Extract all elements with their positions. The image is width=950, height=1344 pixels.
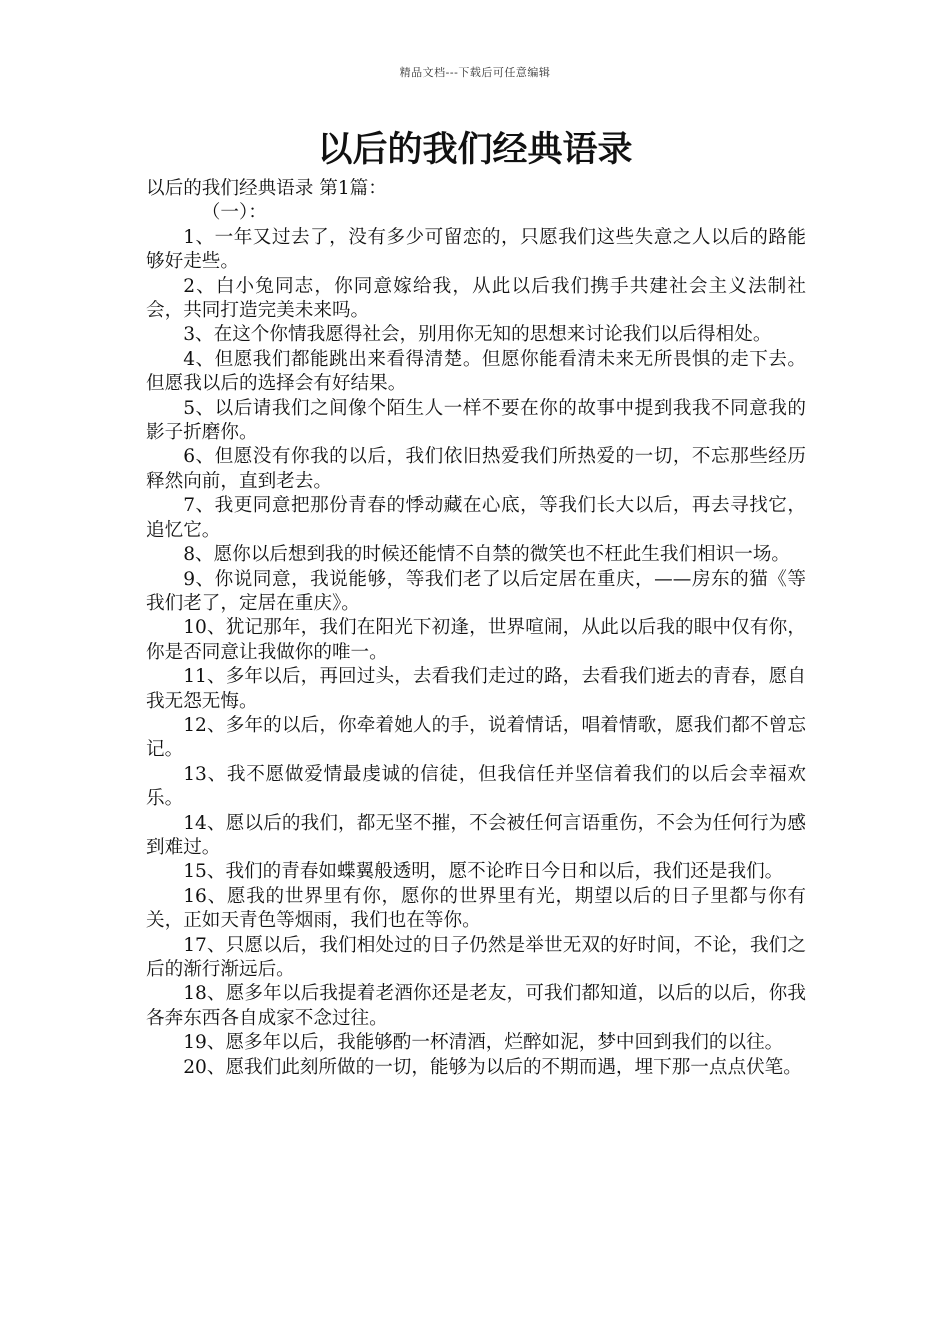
quote-item: 5、以后请我们之间像个陌生人一样不要在你的故事中提到我我不同意我的影子折磨你。 bbox=[146, 397, 806, 444]
quote-item: 16、愿我的世界里有你，愿你的世界里有光，期望以后的日子里都与你有关，正如天青色等烟雨，我们也在等你。 bbox=[146, 885, 806, 932]
quote-item: 17、只愿以后，我们相处过的日子仍然是举世无双的好时间，不论，我们之后的渐行渐远后。 bbox=[146, 934, 806, 980]
quote-item: 19、愿多年以后，我能够酌一杯清酒，烂醉如泥，梦中回到我们的以往。 bbox=[183, 1032, 784, 1054]
quote-item: 7、我更同意把那份青春的悸动藏在心底，等我们长大以后，再去寻找它，追忆它。 bbox=[146, 495, 806, 541]
header-note: 精品文档---下载后可任意编辑 bbox=[399, 66, 551, 79]
document-title: 以后的我们经典语录 bbox=[317, 130, 633, 170]
quote-item: 13、我不愿做爱情最虔诚的信徒，但我信任并坚信着我们的以后会幸福欢乐。 bbox=[146, 763, 806, 810]
quote-item: 8、愿你以后想到我的时候还能情不自禁的微笑也不枉此生我们相识一场。 bbox=[183, 544, 791, 566]
quote-item: 14、愿以后的我们，都无坚不摧，不会被任何言语重伤，不会为任何行为感到难过。 bbox=[146, 812, 806, 858]
quote-item: 4、但愿我们都能跳出来看得清楚。但愿你能看清未来无所畏惧的走下去。但愿我以后的选择会有好结果。 bbox=[146, 348, 806, 395]
quote-item: 20、愿我们此刻所做的一切，能够为以后的不期而遇，埋下那一点点伏笔。 bbox=[183, 1056, 802, 1078]
quote-item: 11、多年以后，再回过头，去看我们走过的路，去看我们逝去的青春，愿自我无怨无悔。 bbox=[146, 666, 806, 712]
quote-item: 6、但愿没有你我的以后，我们依旧热爱我们所热爱的一切，不忘那些经历释然向前，直到老去。 bbox=[146, 446, 806, 492]
quote-item: 1、一年又过去了，没有多少可留恋的，只愿我们这些失意之人以后的路能够好走些。 bbox=[146, 226, 806, 273]
quote-item: 9、你说同意，我说能够，等我们老了以后定居在重庆，——房东的猫《等我们老了，定居在重庆》。 bbox=[146, 568, 806, 614]
document-body bbox=[146, 177, 806, 1080]
quote-item: 15、我们的青春如蝶翼般透明，愿不论昨日今日和以后，我们还是我们。 bbox=[183, 861, 784, 883]
section-subtitle: 以后的我们经典语录 第1篇： bbox=[146, 178, 387, 199]
quote-item: 3、在这个你情我愿得社会，别用你无知的思想来讨论我们以后得相处。 bbox=[183, 324, 772, 346]
quote-item: 12、多年的以后，你牵着她人的手，说着情话，唱着情歌，愿我们都不曾忘记。 bbox=[146, 714, 806, 761]
section-label: （一）： bbox=[201, 202, 267, 224]
quote-item: 2、白小兔同志，你同意嫁给我，从此以后我们携手共建社会主义法制社会，共同打造完美未来吗。 bbox=[146, 275, 806, 322]
quote-item: 18、愿多年以后我提着老酒你还是老友，可我们都知道，以后的以后，你我各奔东西各自成家不念过往。 bbox=[146, 983, 806, 1029]
quote-item: 10、犹记那年，我们在阳光下初逢，世界喧闹，从此以后我的眼中仅有你，你是否同意让我做你的唯一。 bbox=[146, 617, 806, 663]
